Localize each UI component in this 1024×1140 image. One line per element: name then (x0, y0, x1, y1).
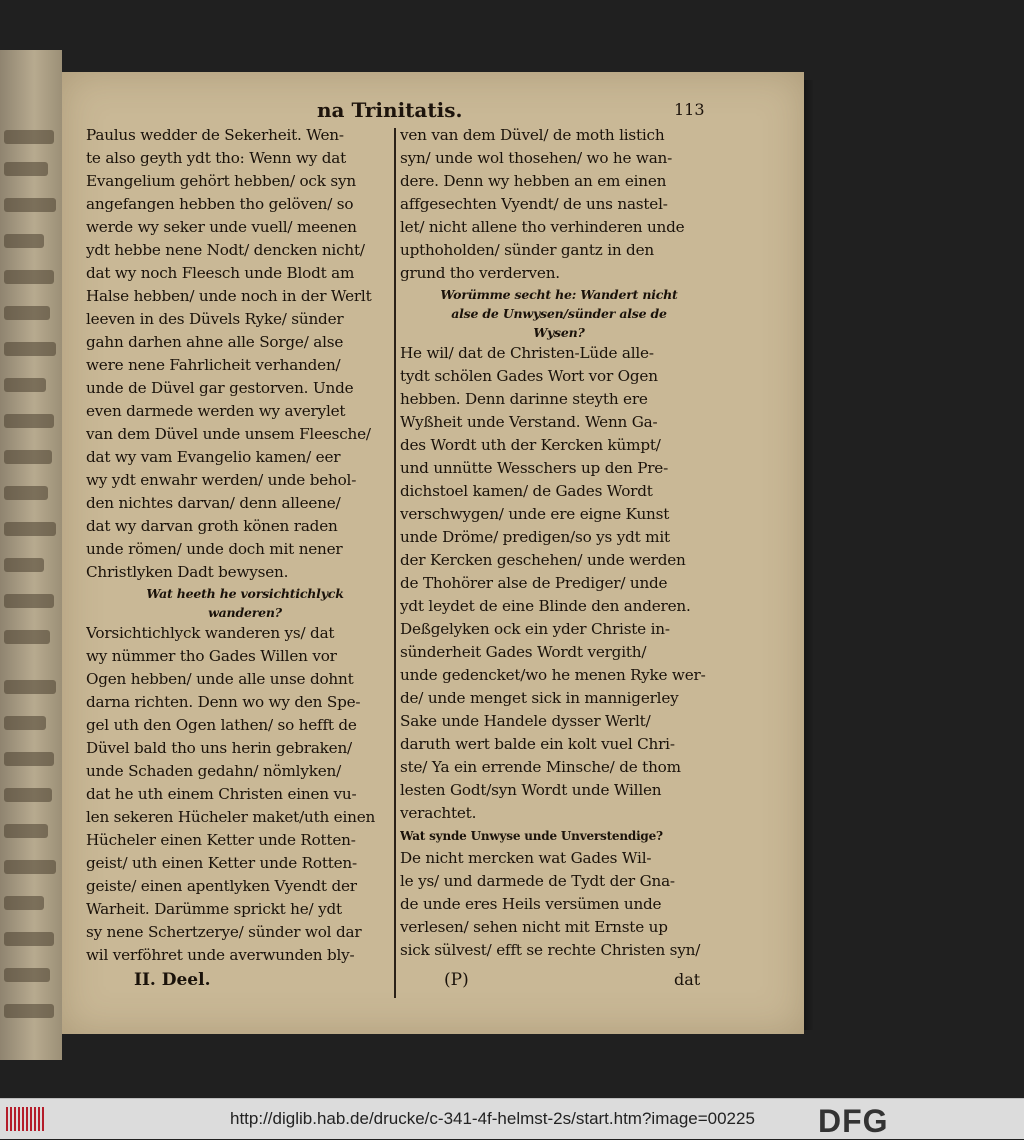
text-line: Halse hebben/ unde noch in der Werlt (86, 287, 372, 305)
text-line: sy nene Schertzerye/ sünder wol dar (86, 923, 362, 941)
text-line: ven van dem Düvel/ de moth listich (400, 126, 665, 144)
section-heading: Worümme secht he: Wandert nicht (440, 287, 678, 302)
text-line: ste/ Ya ein errende Minsche/ de thom (400, 758, 681, 776)
text-line: len sekeren Hücheler maket/uth einen (86, 808, 376, 826)
text-line: le ys/ und darmede de Tydt der Gna- (400, 872, 675, 890)
previous-page-edge (0, 50, 62, 1060)
text-line: te also geyth ydt tho: Wenn wy dat (86, 149, 347, 167)
text-line: dichstoel kamen/ de Gades Wordt (400, 482, 653, 500)
text-line: de Thohörer alse de Prediger/ unde (400, 574, 668, 592)
text-line: de unde eres Heils versümen unde (400, 895, 662, 913)
text-line: hebben. Denn darinne steyth ere (400, 390, 648, 408)
text-line: unde Dröme/ predigen/so ys ydt mit (400, 528, 670, 546)
section-heading: Wat heeth he vorsichtichlyck (146, 586, 344, 601)
text-line: wy ydt enwahr werden/ unde behol- (86, 471, 357, 489)
page-number: 113 (674, 100, 705, 119)
text-line: let/ nicht allene tho verhinderen unde (400, 218, 685, 236)
text-line: Deßgelyken ock ein yder Christe in- (400, 620, 670, 638)
text-line: dat wy darvan groth könen raden (86, 517, 338, 535)
quire-mark: (P) (444, 970, 469, 990)
left-column (86, 124, 404, 967)
text-line: verachtet. (400, 804, 477, 822)
text-line: unde Schaden gedahn/ nömlyken/ (86, 762, 342, 780)
text-line: unde de Düvel gar gestorven. Unde (86, 379, 354, 397)
dfg-logo: DFG (818, 1103, 889, 1139)
barcode-icon (6, 1107, 46, 1131)
text-line: sick sülvest/ efft se rechte Christen syn/ (400, 941, 701, 959)
text-line: verlesen/ sehen nicht mit Ernste up (400, 918, 668, 936)
text-line: Paulus wedder de Sekerheit. Wen- (86, 126, 344, 144)
text-line: geist/ uth einen Ketter unde Rotten- (86, 854, 357, 872)
text-line: wy nümmer tho Gades Willen vor (86, 647, 337, 665)
text-line: der Kercken geschehen/ unde werden (400, 551, 686, 569)
text-line: syn/ unde wol thosehen/ wo he wan- (400, 149, 673, 167)
text-line: van dem Düvel unde unsem Fleesche/ (86, 425, 371, 443)
book-page (62, 72, 804, 1034)
text-line: darna richten. Denn wo wy den Spe- (86, 693, 361, 711)
catchword: dat (674, 970, 701, 989)
source-url[interactable]: http://diglib.hab.de/drucke/c-341-4f-helmst-2s/start.htm?image=00225 (230, 1109, 755, 1128)
text-line: de/ unde menget sick in mannigerley (400, 689, 679, 707)
section-heading: alse de Unwysen/sünder alse de (451, 306, 667, 321)
text-line: even darmede werden wy averylet (86, 402, 346, 420)
text-line: daruth wert balde ein kolt vuel Chri- (400, 735, 675, 753)
viewer-footer (0, 1098, 1024, 1139)
text-line: und unnütte Wesschers up den Pre- (400, 459, 669, 477)
section-heading: Wysen? (533, 325, 585, 340)
text-line: werde wy seker unde vuell/ meenen (86, 218, 357, 236)
right-column (400, 124, 718, 962)
text-line: Christlyken Dadt bewysen. (86, 563, 289, 581)
text-line: He wil/ dat de Christen-Lüde alle- (400, 344, 654, 362)
text-line: Vorsichtichlyck wanderen ys/ dat (86, 624, 335, 642)
text-line: Sake unde Handele dysser Werlt/ (400, 712, 651, 730)
text-line: ydt leydet de eine Blinde den anderen. (400, 597, 691, 615)
text-line: grund tho verderven. (400, 264, 560, 282)
text-line: gel uth den Ogen lathen/ so hefft de (86, 716, 357, 734)
text-line: geiste/ einen apentlyken Vyendt der (86, 877, 357, 895)
section-heading: wanderen? (208, 605, 282, 620)
text-line: tydt schölen Gades Wort vor Ogen (400, 367, 658, 385)
text-line: upthoholden/ sünder gantz in den (400, 241, 654, 259)
text-line: wil verföhret unde averwunden bly- (86, 946, 355, 964)
text-line: unde gedencket/wo he menen Ryke wer- (400, 666, 706, 684)
text-line: des Wordt uth der Kercken kümpt/ (400, 436, 661, 454)
text-line: dat wy vam Evangelio kamen/ eer (86, 448, 341, 466)
text-line: gahn darhen ahne alle Sorge/ alse (86, 333, 344, 351)
section-heading: Wat synde Unwyse unde Unverstendige? (400, 829, 663, 843)
text-line: lesten Godt/syn Wordt unde Willen (400, 781, 662, 799)
text-line: dat wy noch Fleesch unde Blodt am (86, 264, 355, 282)
signature-mark: II. Deel. (134, 970, 211, 990)
running-head: na Trinitatis. (317, 98, 463, 122)
text-line: were nene Fahrlicheit verhanden/ (86, 356, 341, 374)
text-line: Wyßheit unde Verstand. Wenn Ga- (400, 413, 658, 431)
text-line: unde römen/ unde doch mit nener (86, 540, 343, 558)
text-line: angefangen hebben tho gelöven/ so (86, 195, 354, 213)
column-rule (394, 128, 396, 998)
text-line: verschwygen/ unde ere eigne Kunst (400, 505, 670, 523)
page-shadow (804, 80, 814, 1030)
text-line: Evangelium gehört hebben/ ock syn (86, 172, 356, 190)
text-line: dere. Denn wy hebben an em einen (400, 172, 667, 190)
text-line: Warheit. Darümme sprickt he/ ydt (86, 900, 342, 918)
text-line: dat he uth einem Christen einen vu- (86, 785, 357, 803)
text-line: affgesechten Vyendt/ de uns nastel- (400, 195, 668, 213)
text-line: Düvel bald tho uns herin gebraken/ (86, 739, 352, 757)
text-line: De nicht mercken wat Gades Wil- (400, 849, 652, 867)
text-line: sünderheit Gades Wordt vergith/ (400, 643, 647, 661)
text-line: Hücheler einen Ketter unde Rotten- (86, 831, 356, 849)
text-line: den nichtes darvan/ denn alleene/ (86, 494, 341, 512)
text-line: Ogen hebben/ unde alle unse dohnt (86, 670, 354, 688)
text-line: ydt hebbe nene Nodt/ dencken nicht/ (86, 241, 365, 259)
text-line: leeven in des Düvels Ryke/ sünder (86, 310, 344, 328)
